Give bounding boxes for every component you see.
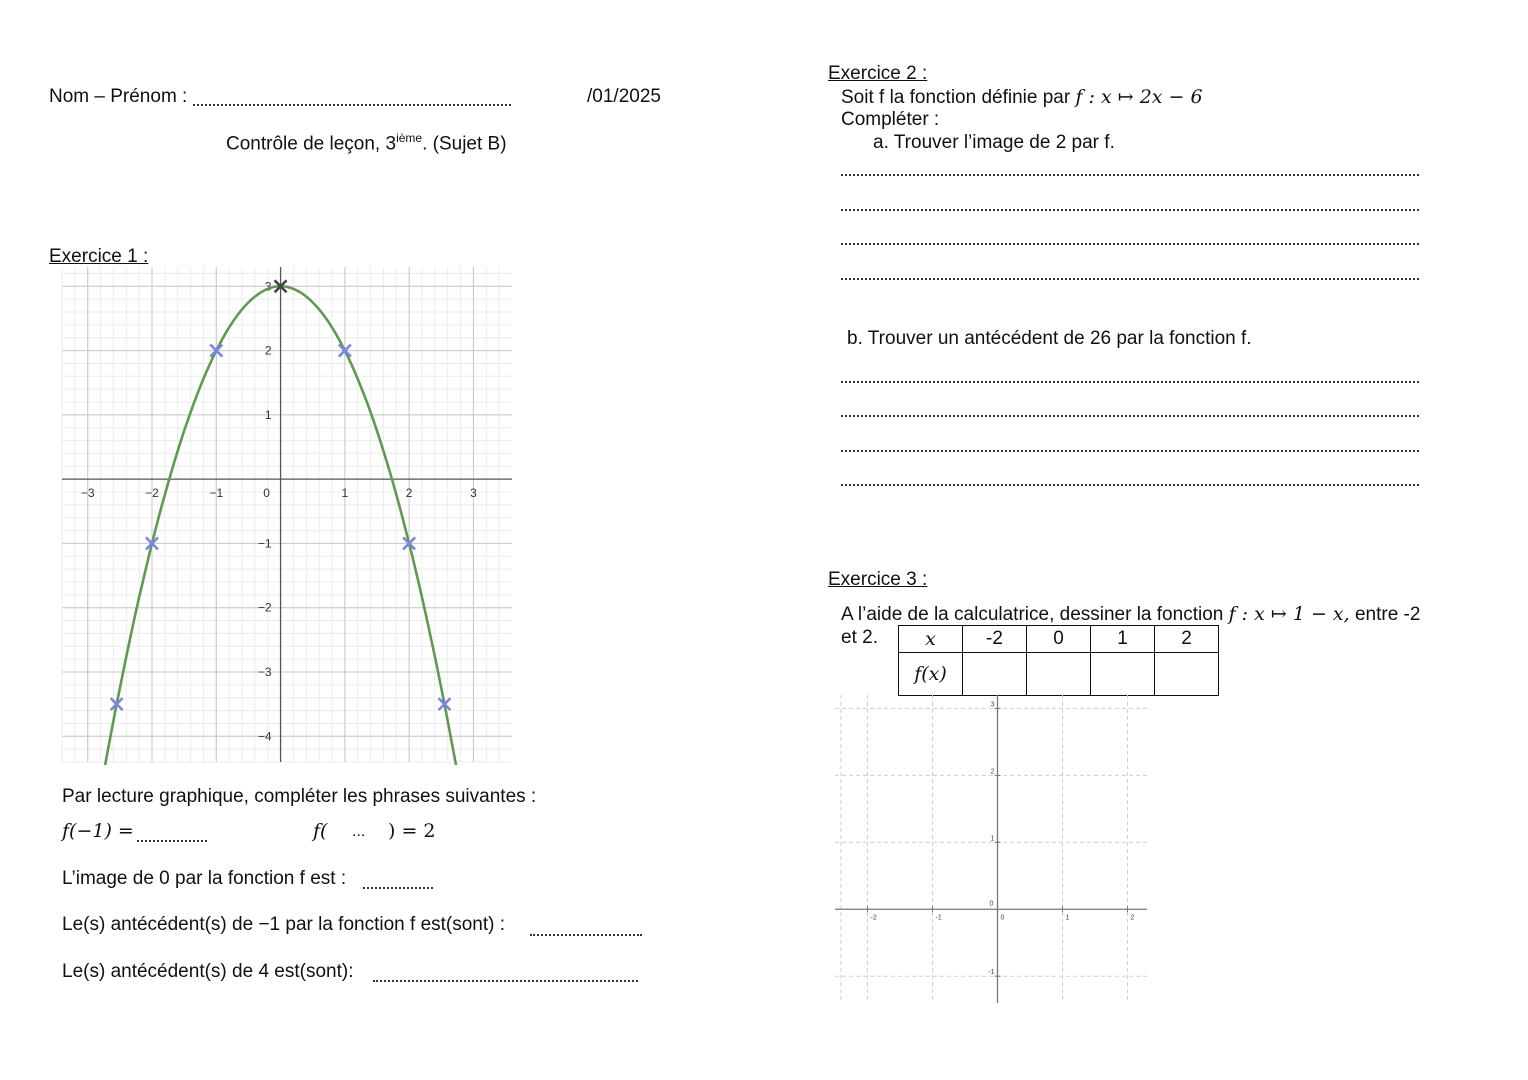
- ex2-b-line-4[interactable]: [841, 484, 1419, 486]
- ex3-instruction: [841, 603, 1420, 626]
- ex2-b-line-3[interactable]: [841, 450, 1419, 452]
- page-title: [226, 131, 507, 155]
- x-tick-label: 2: [1130, 914, 1135, 922]
- ex2-a-line-1[interactable]: [841, 174, 1419, 176]
- x-tick-label: 2: [405, 486, 413, 501]
- values-table-row-fx: [899, 653, 1219, 696]
- ex2-question-a: a. Trouver l’image de 2 par f.: [873, 132, 1115, 153]
- ex2-question-b: b. Trouver un antécédent de 26 par la fonction f.: [847, 328, 1252, 349]
- ex1-q2-blank[interactable]: ...: [352, 823, 366, 840]
- values-table-fx-cell[interactable]: [1155, 653, 1219, 696]
- ex1-q4: Le(s) antécédent(s) de −1 par la fonction f est(sont) :: [62, 914, 506, 935]
- y-tick-label: 2: [990, 768, 995, 776]
- ex3-instruction-text: A l’aide de la calculatrice, dessiner la fonction: [841, 604, 1229, 625]
- values-table-x-cell: -2: [963, 626, 1027, 653]
- x-tick-label: 1: [341, 486, 349, 501]
- y-tick-label: -1: [988, 969, 995, 977]
- values-table-x-cell: 2: [1155, 626, 1219, 653]
- ex2-definition-text: Soit f la fonction définie par: [841, 87, 1076, 108]
- date-field: /01/2025: [587, 86, 661, 107]
- ex1-q1-answer-line[interactable]: [137, 840, 207, 842]
- values-table-x-cell: 1: [1091, 626, 1155, 653]
- values-table: [898, 625, 1219, 696]
- y-tick-label: 1: [264, 407, 272, 422]
- values-table-row-x: [899, 626, 1219, 653]
- name-answer-line[interactable]: [193, 104, 511, 106]
- blank-graph-grid[interactable]: [835, 695, 1155, 1005]
- ex1-q1: f(−1) =: [62, 820, 134, 842]
- values-table-header-x: x: [899, 626, 963, 653]
- ex3-instruction-end: et 2.: [841, 627, 878, 648]
- ex3-instruction-math: f : x ↦ 1 − x,: [1228, 603, 1350, 625]
- ex2-definition-math: f : x ↦ 2x − 6: [1075, 86, 1203, 108]
- values-table-fx-cell[interactable]: [1027, 653, 1091, 696]
- x-tick-label: −1: [209, 486, 224, 501]
- ex2-b-line-2[interactable]: [841, 415, 1419, 417]
- ex2-b-line-1[interactable]: [841, 381, 1419, 383]
- y-tick-label: 1: [990, 835, 995, 843]
- x-tick-label: -2: [870, 914, 877, 922]
- values-table-x-cell: 0: [1027, 626, 1091, 653]
- y-tick-label: −3: [257, 665, 272, 679]
- name-label: Nom – Prénom :: [49, 86, 188, 107]
- ex2-definition: [841, 86, 1203, 109]
- ex2-a-line-3[interactable]: [841, 243, 1419, 245]
- x-tick-label: 0: [1000, 914, 1005, 922]
- ex1-instruction: Par lecture graphique, compléter les phrases suivantes :: [62, 786, 537, 807]
- page-title-sup: ième: [396, 131, 423, 145]
- y-tick-label: −2: [257, 600, 272, 615]
- y-tick-label: 2: [264, 343, 272, 358]
- values-table-fx-cell[interactable]: [963, 653, 1027, 696]
- ex2-a-line-2[interactable]: [841, 209, 1419, 211]
- y-tick-label: −1: [257, 536, 272, 551]
- x-tick-label: −2: [145, 486, 159, 501]
- ex1-q5-answer-line[interactable]: [373, 980, 638, 982]
- ex1-q3-answer-line[interactable]: [363, 887, 433, 889]
- ex2-complete: Compléter :: [841, 109, 940, 130]
- y-tick-label: 3: [264, 279, 272, 294]
- ex1-q5: Le(s) antécédent(s) de 4 est(sont):: [62, 961, 354, 982]
- ex2-a-line-4[interactable]: [841, 278, 1419, 280]
- x-tick-label: 0: [263, 486, 270, 501]
- x-tick-label: 3: [470, 486, 477, 501]
- y-tick-label: 0: [989, 900, 994, 908]
- exercise-1-title: Exercice 1 :: [49, 246, 149, 267]
- y-tick-label: −4: [257, 729, 272, 744]
- page-title-main: Contrôle de leçon, 3: [226, 133, 397, 155]
- page-title-tail: . (Sujet B): [422, 133, 507, 155]
- x-tick-label: −3: [80, 486, 95, 501]
- parabola-graph: [50, 265, 520, 765]
- ex1-q4-answer-line[interactable]: [530, 934, 642, 936]
- ex1-q2-open: f(: [313, 820, 328, 842]
- y-tick-label: 3: [990, 701, 995, 709]
- exercise-2-title: Exercice 2 :: [828, 63, 928, 84]
- values-table-header-fx: f(x): [899, 653, 963, 696]
- ex1-q2-close: ) = 2: [388, 820, 436, 842]
- x-tick-label: 1: [1065, 914, 1070, 922]
- x-tick-label: -1: [935, 914, 942, 922]
- exercise-3-title: Exercice 3 :: [828, 569, 928, 590]
- values-table-fx-cell[interactable]: [1091, 653, 1155, 696]
- ex1-q3: L’image de 0 par la fonction f est :: [62, 868, 347, 889]
- ex3-instruction-tail: entre -2: [1349, 604, 1421, 625]
